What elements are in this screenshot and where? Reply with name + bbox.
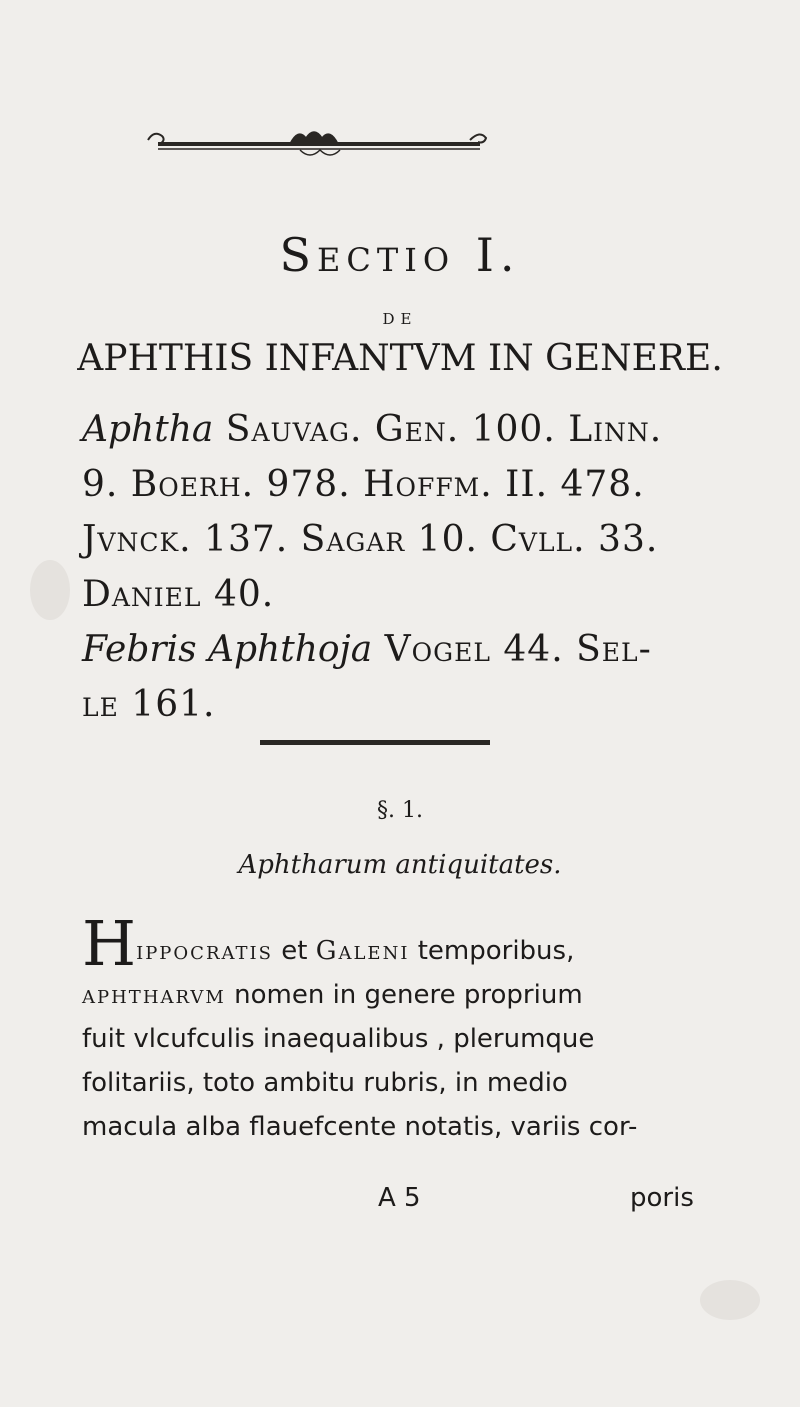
reference-italic: Aphtha	[82, 409, 214, 450]
reference-text: 9. Boerh. 978. Hoffm. II. 478.	[82, 464, 645, 505]
section-title: Sectio I.	[279, 228, 521, 282]
section-divider	[260, 740, 490, 745]
reference-text: Sauvag. Gen. 100. Linn.	[213, 409, 663, 450]
reference-text: le 161.	[82, 684, 216, 725]
text-fragment: et	[272, 936, 316, 966]
heading-prefix: DE	[382, 310, 418, 328]
text-line	[82, 907, 742, 980]
author-name: Galeni	[315, 936, 410, 966]
drop-cap: H	[82, 907, 137, 980]
text-fragment: temporibus,	[409, 936, 575, 966]
text-fragment: nomen in genere proprium	[225, 980, 583, 1010]
reference-line	[82, 512, 722, 567]
body-paragraph	[82, 907, 742, 1149]
text-line: macula alba flauefcente notatis, variis cor-	[82, 1112, 638, 1142]
signature-mark: A 5	[378, 1183, 421, 1213]
reference-text: Jvnck. 137. Sagar 10. Cvll. 33.	[82, 519, 659, 560]
paper-stain	[30, 560, 70, 620]
reference-line	[82, 567, 722, 622]
reference-italic: Febris Aphthoja	[82, 629, 373, 670]
author-name: ippocratis	[136, 936, 273, 966]
paper-stain	[700, 1280, 760, 1320]
chapter-title: APHTHIS INFANTVM IN GENERE.	[77, 338, 723, 379]
text-line: folitariis, toto ambitu rubris, in medio	[82, 1068, 568, 1098]
text-line	[82, 973, 742, 1017]
text-line: fuit vlcufculis inaequalibus , plerumque	[82, 1024, 595, 1054]
reference-line	[82, 457, 722, 512]
reference-line	[82, 402, 722, 457]
reference-line	[82, 622, 722, 677]
paragraph-subtitle: Aphtharum antiquitates.	[238, 850, 562, 880]
paragraph-mark: §. 1.	[377, 798, 423, 823]
reference-text: Vogel 44. Sel-	[372, 629, 652, 670]
reference-text: Daniel 40.	[82, 574, 275, 615]
references-block	[82, 402, 722, 732]
header-ornament	[140, 100, 500, 160]
catchword: poris	[630, 1183, 694, 1213]
reference-line	[82, 677, 722, 732]
term-caps: aphtharvm	[82, 980, 226, 1010]
